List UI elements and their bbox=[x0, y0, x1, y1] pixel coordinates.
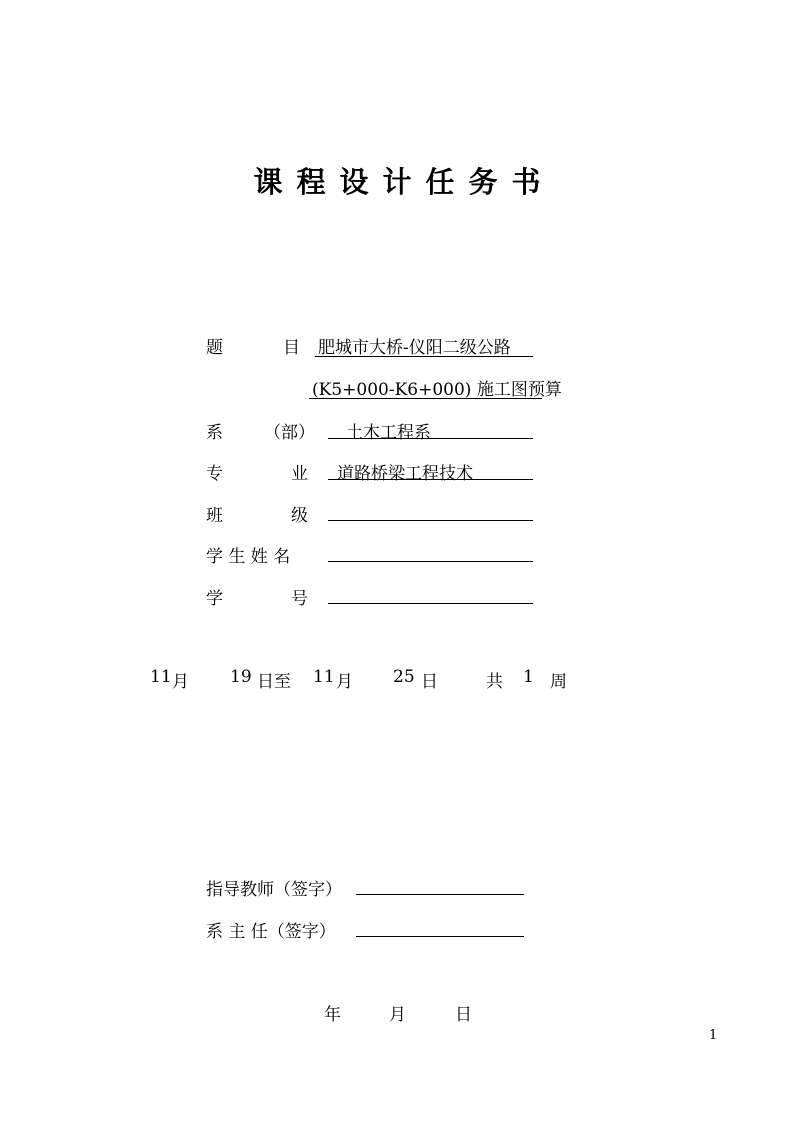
document-title: 课程设计任务书 bbox=[253, 165, 555, 199]
class-underline bbox=[328, 520, 533, 521]
topic-value-line2: (K5+000-K6+000) 施工图预算 bbox=[312, 380, 562, 400]
page-number: 1 bbox=[709, 1028, 718, 1043]
topic-label-1: 题 bbox=[206, 338, 223, 358]
major-value: 道路桥梁工程技术 bbox=[337, 464, 473, 484]
weeks-count: 1 bbox=[523, 667, 534, 687]
dept-label-2: （部） bbox=[264, 423, 315, 443]
end-month: 11 bbox=[313, 667, 335, 687]
student-name-underline bbox=[328, 561, 533, 562]
topic-label-2: 目 bbox=[283, 338, 300, 358]
class-label-2: 级 bbox=[291, 506, 308, 526]
student-id-underline bbox=[328, 603, 533, 604]
footer-month: 月 bbox=[389, 1005, 406, 1025]
start-month-unit: 月 bbox=[172, 672, 189, 692]
dept-underline bbox=[328, 438, 533, 439]
director-signature-line[interactable] bbox=[356, 936, 524, 937]
footer-day: 日 bbox=[455, 1005, 472, 1025]
student-id-label-1: 学 bbox=[206, 589, 223, 609]
start-month: 11 bbox=[150, 667, 172, 687]
end-day-unit: 日 bbox=[421, 672, 438, 692]
start-day: 19 bbox=[230, 667, 252, 687]
total-label: 共 bbox=[486, 672, 503, 692]
dept-value: 土木工程系 bbox=[346, 423, 431, 443]
day-to: 日至 bbox=[257, 672, 291, 692]
advisor-signature-label: 指导教师（签字） bbox=[206, 880, 342, 900]
student-id-label-2: 号 bbox=[291, 589, 308, 609]
major-label-2: 业 bbox=[291, 464, 308, 484]
topic-value-line1: 肥城市大桥-仪阳二级公路 bbox=[318, 338, 511, 358]
topic-underline-2 bbox=[309, 398, 542, 399]
major-label-1: 专 bbox=[206, 464, 223, 484]
footer-year: 年 bbox=[324, 1005, 341, 1025]
end-day: 25 bbox=[393, 667, 415, 687]
director-signature-label: 系 主 任（签字） bbox=[206, 922, 336, 942]
student-name-label: 学 生 姓 名 bbox=[206, 547, 291, 567]
advisor-signature-line[interactable] bbox=[356, 894, 524, 895]
topic-underline-1 bbox=[315, 356, 533, 357]
class-label-1: 班 bbox=[206, 506, 223, 526]
week-unit: 周 bbox=[550, 672, 567, 692]
end-month-unit: 月 bbox=[336, 672, 353, 692]
major-underline bbox=[328, 479, 533, 480]
dept-label-1: 系 bbox=[206, 423, 223, 443]
